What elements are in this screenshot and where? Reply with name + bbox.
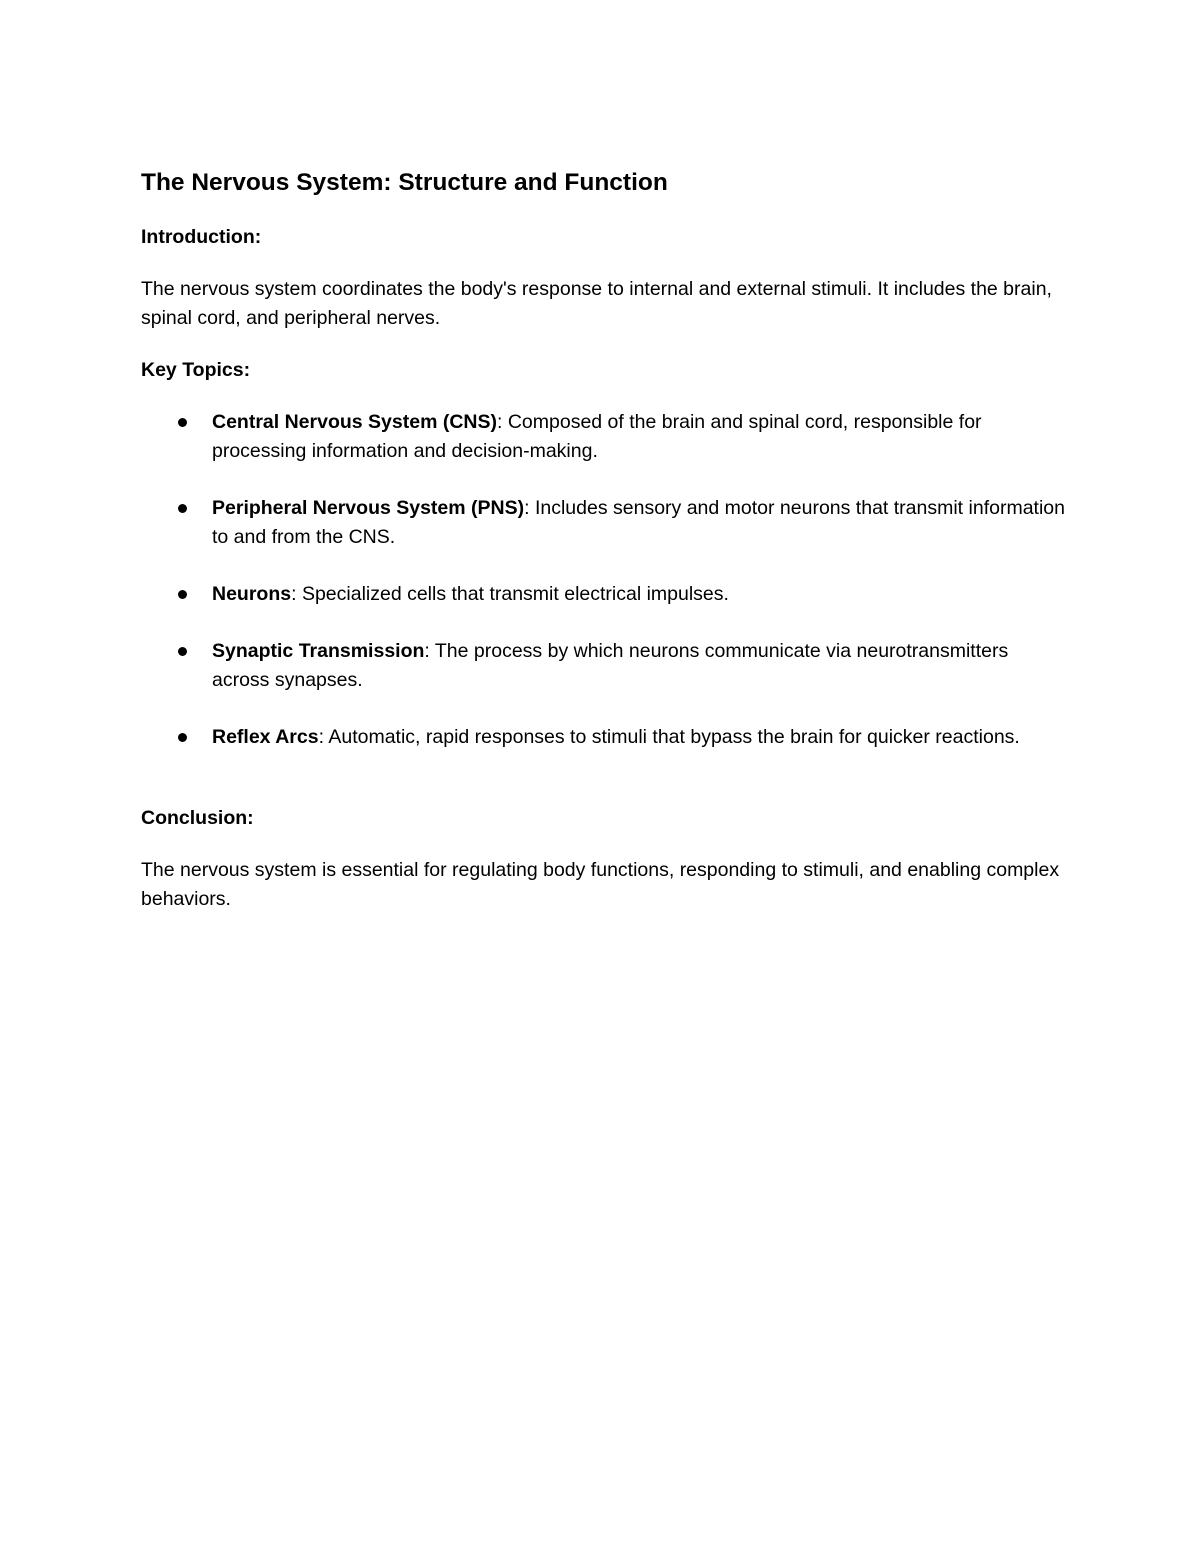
key-topics-heading: Key Topics: [141,359,251,381]
bullet-icon [178,733,187,742]
bullet-icon [178,590,187,599]
topic-description: : Composed of the brain and spinal cord, responsible for processing information and decision-making. [212,411,982,462]
document-page [141,166,1071,914]
topic-term: Central Nervous System (CNS) [212,411,497,433]
list-item [141,723,1071,752]
bullet-icon [178,647,187,656]
list-item [141,494,1071,552]
topic-description: : The process by which neurons communicate via neurotransmitters across synapses. [212,640,1009,691]
topic-description: : Specialized cells that transmit electrical impulses. [291,583,729,605]
introduction-text: The nervous system coordinates the body's response to internal and external stimuli. It includes the brain, spinal cord, and peripheral nerves. [141,278,1052,329]
topic-term: Reflex Arcs [212,726,319,748]
topic-term: Peripheral Nervous System (PNS) [212,497,525,519]
topic-term: Synaptic Transmission [212,640,425,662]
key-topics-list [141,408,1071,752]
list-item [141,408,1071,466]
topic-term: Neurons [212,583,292,605]
list-item [141,580,1071,609]
bullet-icon [178,418,187,427]
topic-description: : Automatic, rapid responses to stimuli that bypass the brain for quicker reactions. [318,726,1020,748]
introduction-heading: Introduction: [141,226,262,248]
conclusion-text: The nervous system is essential for regulating body functions, responding to stimuli, and enabling complex behaviors. [141,859,1060,910]
list-item [141,637,1071,695]
topic-description: : Includes sensory and motor neurons that transmit information to and from the CNS. [212,497,1065,548]
conclusion-heading: Conclusion: [141,807,254,829]
bullet-icon [178,504,187,513]
page-title: The Nervous System: Structure and Function [141,169,668,196]
